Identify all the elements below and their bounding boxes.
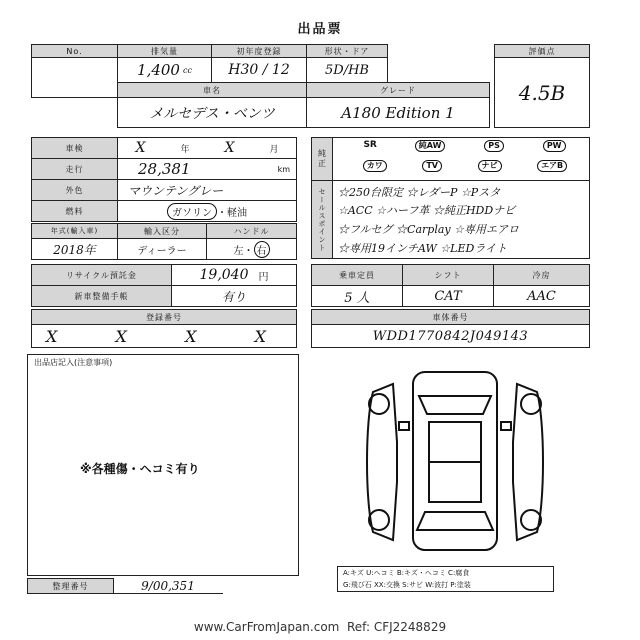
service-value: 有り [171, 285, 297, 307]
recycle-label: リサイクル預託金 [31, 264, 172, 286]
capacity-label: 乗車定員 [311, 264, 403, 286]
import-label: 輸入区分 [117, 223, 207, 239]
exterior-label: 外色 [31, 179, 118, 201]
chassis-label: 車体番号 [311, 309, 590, 325]
score-value: 4.5B [494, 57, 590, 128]
page-title: 出品票 [297, 22, 343, 37]
recycle-number: 19,040 [199, 267, 249, 283]
sales-point-line-1: ☆250台限定 ☆レダーP ☆Pスタ [338, 186, 501, 199]
car-right-rear-wheel [521, 510, 541, 530]
aircon-value: AAC [493, 285, 590, 307]
car-right-side [513, 384, 543, 540]
equip-pw: PW [543, 140, 566, 152]
equipment-row-1 [345, 140, 585, 152]
notes-body: ※各種傷・ヘコミ有り [80, 462, 200, 476]
reg-no-label: 登録番号 [31, 309, 297, 325]
watermark: www.CarFromJapan.com Ref: CFJ2248829 [193, 620, 447, 634]
exterior-value: マウンテングレー [117, 179, 297, 201]
displacement-label: 排気量 [117, 44, 212, 58]
no-label: No. [31, 44, 118, 58]
score-label: 評価点 [494, 44, 590, 58]
shape-value: 5D/HB [306, 57, 388, 83]
displacement-unit: cc [182, 65, 192, 75]
reception-label: 整理番号 [27, 578, 114, 594]
equipment-label: 純正 [311, 137, 333, 181]
recycle-unit: 円 [258, 271, 269, 283]
inspection-year-unit: 年 [180, 144, 190, 155]
equip-aw: 純AW [415, 140, 446, 152]
legend-line-2: G:飛び石 XX:交換 S:サビ W:波打 P:塗装 [343, 581, 471, 589]
import-value: ディーラー [117, 238, 207, 260]
equip-navi: ナビ [478, 160, 502, 172]
equipment-row-2 [345, 160, 585, 172]
car-left-rear-wheel [369, 510, 389, 530]
first-reg-label: 初年度登録 [211, 44, 307, 58]
handle-value [206, 238, 297, 260]
fuel-label: 燃料 [31, 200, 118, 222]
displacement-value [117, 57, 212, 83]
fuel-light-oil: ・軽油 [217, 207, 247, 219]
inspection-year-value: X [135, 140, 146, 156]
car-right-front-wheel [521, 394, 541, 414]
shape-label: 形状・ドア [306, 44, 388, 58]
handle-label: ハンドル [206, 223, 297, 239]
inspection-month-value: X [224, 140, 235, 156]
equip-sr: SR [363, 140, 377, 150]
capacity-value: 5 人 [311, 285, 403, 307]
car-name-label: 車名 [117, 82, 307, 98]
car-rear-window [417, 512, 493, 530]
mileage-value [117, 158, 297, 180]
handle-right: 右 [254, 241, 270, 258]
reg-no-value: X X X X [31, 324, 297, 348]
reception-value: 9/00,351 [113, 578, 223, 594]
equip-airbag: エアB [537, 160, 567, 172]
equip-tv: TV [422, 160, 442, 172]
sales-point-line-4: ☆専用19インチAW ☆LEDライト [338, 242, 507, 255]
car-front-windshield [419, 396, 491, 414]
shift-label: シフト [402, 264, 494, 286]
sales-point-label: セールスポイント [311, 180, 333, 259]
sales-point-line-2: ☆ACC ☆ハーフ革 ☆純正HDDナビ [338, 204, 516, 217]
notes-label: 出品店記入(注意事項) [34, 358, 113, 367]
displacement-number: 1,400 [137, 61, 180, 79]
car-name-value: メルセデス・ベンツ [117, 97, 307, 128]
car-left-front-wheel [369, 394, 389, 414]
car-damage-diagram [355, 362, 555, 562]
inspection-month-unit: 月 [269, 144, 279, 155]
mileage-unit: km [277, 164, 290, 174]
no-value [31, 57, 118, 98]
service-label: 新車整備手帳 [31, 285, 172, 307]
equip-ps: PS [484, 140, 504, 152]
recycle-value [171, 264, 297, 286]
model-year-label: 年式(輸入車) [31, 223, 118, 239]
chassis-value: WDD1770842J049143 [311, 324, 590, 348]
shift-value: CAT [402, 285, 494, 307]
handle-left: 左 [233, 245, 244, 257]
fuel-value [117, 200, 297, 222]
inspection-value [117, 137, 297, 159]
aircon-label: 冷房 [493, 264, 590, 286]
car-left-side [367, 384, 397, 540]
mileage-number: 28,381 [138, 160, 191, 178]
mileage-label: 走行 [31, 158, 118, 180]
grade-label: グレード [306, 82, 490, 98]
grade-value: A180 Edition 1 [306, 97, 490, 128]
inspection-label: 車検 [31, 137, 118, 159]
handle-separator: ・ [243, 245, 254, 257]
model-year-value: 2018年 [31, 238, 118, 260]
legend-line-1: A:キズ U:ヘコミ B:キズ・ヘコミ C:腐食 [343, 569, 470, 577]
sales-point-line-3: ☆フルセグ ☆Carplay ☆専用エアロ [338, 223, 519, 236]
fuel-gasoline: ガソリン [167, 203, 217, 220]
first-reg-value: H30 / 12 [211, 57, 307, 83]
equip-leather: カワ [363, 160, 387, 172]
